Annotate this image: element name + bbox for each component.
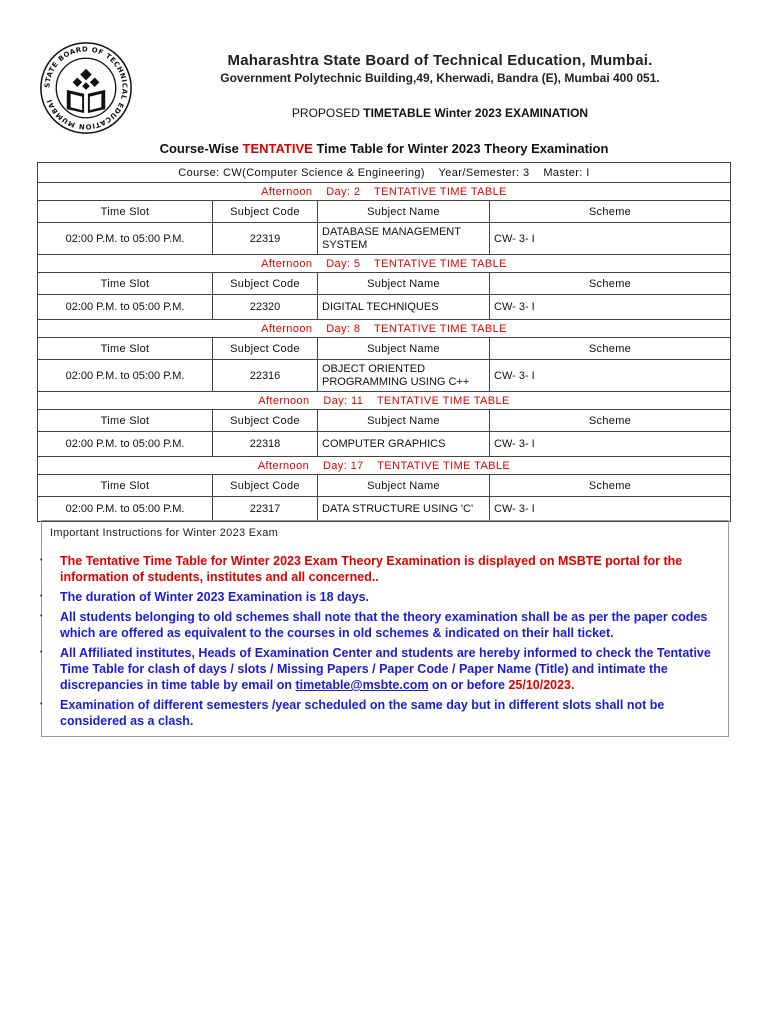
deadline-date: 25/10/2023. [508, 678, 575, 692]
scheme: CW- 3- I [490, 223, 731, 255]
instruction-item: • Examination of different semesters /year scheduled on the same day but in different slots shall not be considered as a clash. [60, 697, 724, 729]
header-scheme: Scheme [490, 475, 731, 497]
subtitle-tentative: TENTATIVE [242, 141, 313, 156]
header-subject-code: Subject Code [213, 338, 318, 360]
instructions-list [60, 553, 724, 733]
svg-text:STATE BOARD OF TECHNICAL EDUCA: STATE BOARD OF TECHNICAL EDUCATION MUMBAI [43, 45, 129, 131]
email-link[interactable]: timetable@msbte.com [295, 678, 429, 692]
subject-code: 22316 [213, 360, 318, 392]
table-row [38, 432, 731, 457]
subject-name: DATA STRUCTURE USING 'C' [318, 497, 490, 522]
header-time-slot: Time Slot [38, 475, 213, 497]
instruction-item: • The Tentative Time Table for Winter 2023 Exam Theory Examination is displayed on MSBTE portal for the information of students, institutes and all concerned.. [60, 553, 724, 585]
header-subject-name: Subject Name [318, 410, 490, 432]
course-info: Course: CW(Computer Science & Engineering) Year/Semester: 3 Master: I [38, 163, 731, 183]
scheme: CW- 3- I [490, 432, 731, 457]
day-title: Afternoon Day: 8 TENTATIVE TIME TABLE [38, 320, 731, 338]
instruction-text: All Affiliated institutes, Heads of Examination Center and students are hereby informed to check the Tentative Time Table for clash of days / slots / Missing Papers / Paper Code / Paper Name (Title) and intimate the discrepancies in time table by email on [60, 646, 711, 692]
header-time-slot: Time Slot [38, 201, 213, 223]
instruction-text: on or before [428, 678, 509, 692]
table-row [38, 223, 731, 255]
table-row [38, 360, 731, 392]
header-subject-name: Subject Name [318, 201, 490, 223]
header-scheme: Scheme [490, 273, 731, 295]
time-slot: 02:00 P.M. to 05:00 P.M. [38, 295, 213, 320]
instructions-box [41, 520, 729, 737]
board-name: Maharashtra State Board of Technical Education, Mumbai. [227, 52, 653, 69]
timetable [37, 162, 731, 522]
header-scheme: Scheme [490, 410, 731, 432]
header-time-slot: Time Slot [38, 273, 213, 295]
header-subject-name: Subject Name [318, 273, 490, 295]
header-subject-name: Subject Name [318, 338, 490, 360]
instruction-item: • The duration of Winter 2023 Examination is 18 days. [60, 589, 724, 605]
day-title: Afternoon Day: 11 TENTATIVE TIME TABLE [38, 392, 731, 410]
time-slot: 02:00 P.M. to 05:00 P.M. [38, 432, 213, 457]
proposed-prefix: PROPOSED [291, 106, 364, 120]
header-scheme: Scheme [490, 201, 731, 223]
subtitle-pre: Course-Wise [159, 141, 243, 156]
subject-name: DIGITAL TECHNIQUES [318, 295, 490, 320]
instructions-title: Important Instructions for Winter 2023 Exam [50, 527, 279, 539]
subject-name: OBJECT ORIENTED PROGRAMMING USING C++ [318, 360, 490, 392]
header-subject-code: Subject Code [213, 475, 318, 497]
subject-code: 22318 [213, 432, 318, 457]
subject-code: 22319 [213, 223, 318, 255]
instruction-item: • All students belonging to old schemes shall note that the theory examination shall be as per the paper codes which are offered as equivalent to the courses in old schemes & indicated on their hall ticket. [60, 609, 724, 641]
table-row [38, 295, 731, 320]
header-subject-code: Subject Code [213, 410, 318, 432]
board-address: Government Polytechnic Building,49, Kherwadi, Bandra (E), Mumbai 400 051. [220, 71, 660, 85]
proposed-title: TIMETABLE Winter 2023 EXAMINATION [363, 106, 589, 120]
msbte-logo [38, 40, 134, 136]
table-row [38, 497, 731, 522]
scheme: CW- 3- I [490, 360, 731, 392]
header-subject-name: Subject Name [318, 475, 490, 497]
header-subject-code: Subject Code [213, 273, 318, 295]
subject-code: 22320 [213, 295, 318, 320]
scheme: CW- 3- I [490, 497, 731, 522]
proposed-heading [150, 106, 730, 120]
instruction-item [60, 645, 724, 693]
subtitle-post: Time Table for Winter 2023 Theory Examination [312, 141, 609, 156]
subject-name: COMPUTER GRAPHICS [318, 432, 490, 457]
header-time-slot: Time Slot [38, 410, 213, 432]
header-time-slot: Time Slot [38, 338, 213, 360]
day-title: Afternoon Day: 2 TENTATIVE TIME TABLE [38, 183, 731, 201]
subject-code: 22317 [213, 497, 318, 522]
day-title: Afternoon Day: 17 TENTATIVE TIME TABLE [38, 457, 731, 475]
course-wise-title [0, 141, 768, 156]
time-slot: 02:00 P.M. to 05:00 P.M. [38, 497, 213, 522]
time-slot: 02:00 P.M. to 05:00 P.M. [38, 360, 213, 392]
day-title: Afternoon Day: 5 TENTATIVE TIME TABLE [38, 255, 731, 273]
header-subject-code: Subject Code [213, 201, 318, 223]
header-scheme: Scheme [490, 338, 731, 360]
subject-name: DATABASE MANAGEMENT SYSTEM [318, 223, 490, 255]
time-slot: 02:00 P.M. to 05:00 P.M. [38, 223, 213, 255]
scheme: CW- 3- I [490, 295, 731, 320]
